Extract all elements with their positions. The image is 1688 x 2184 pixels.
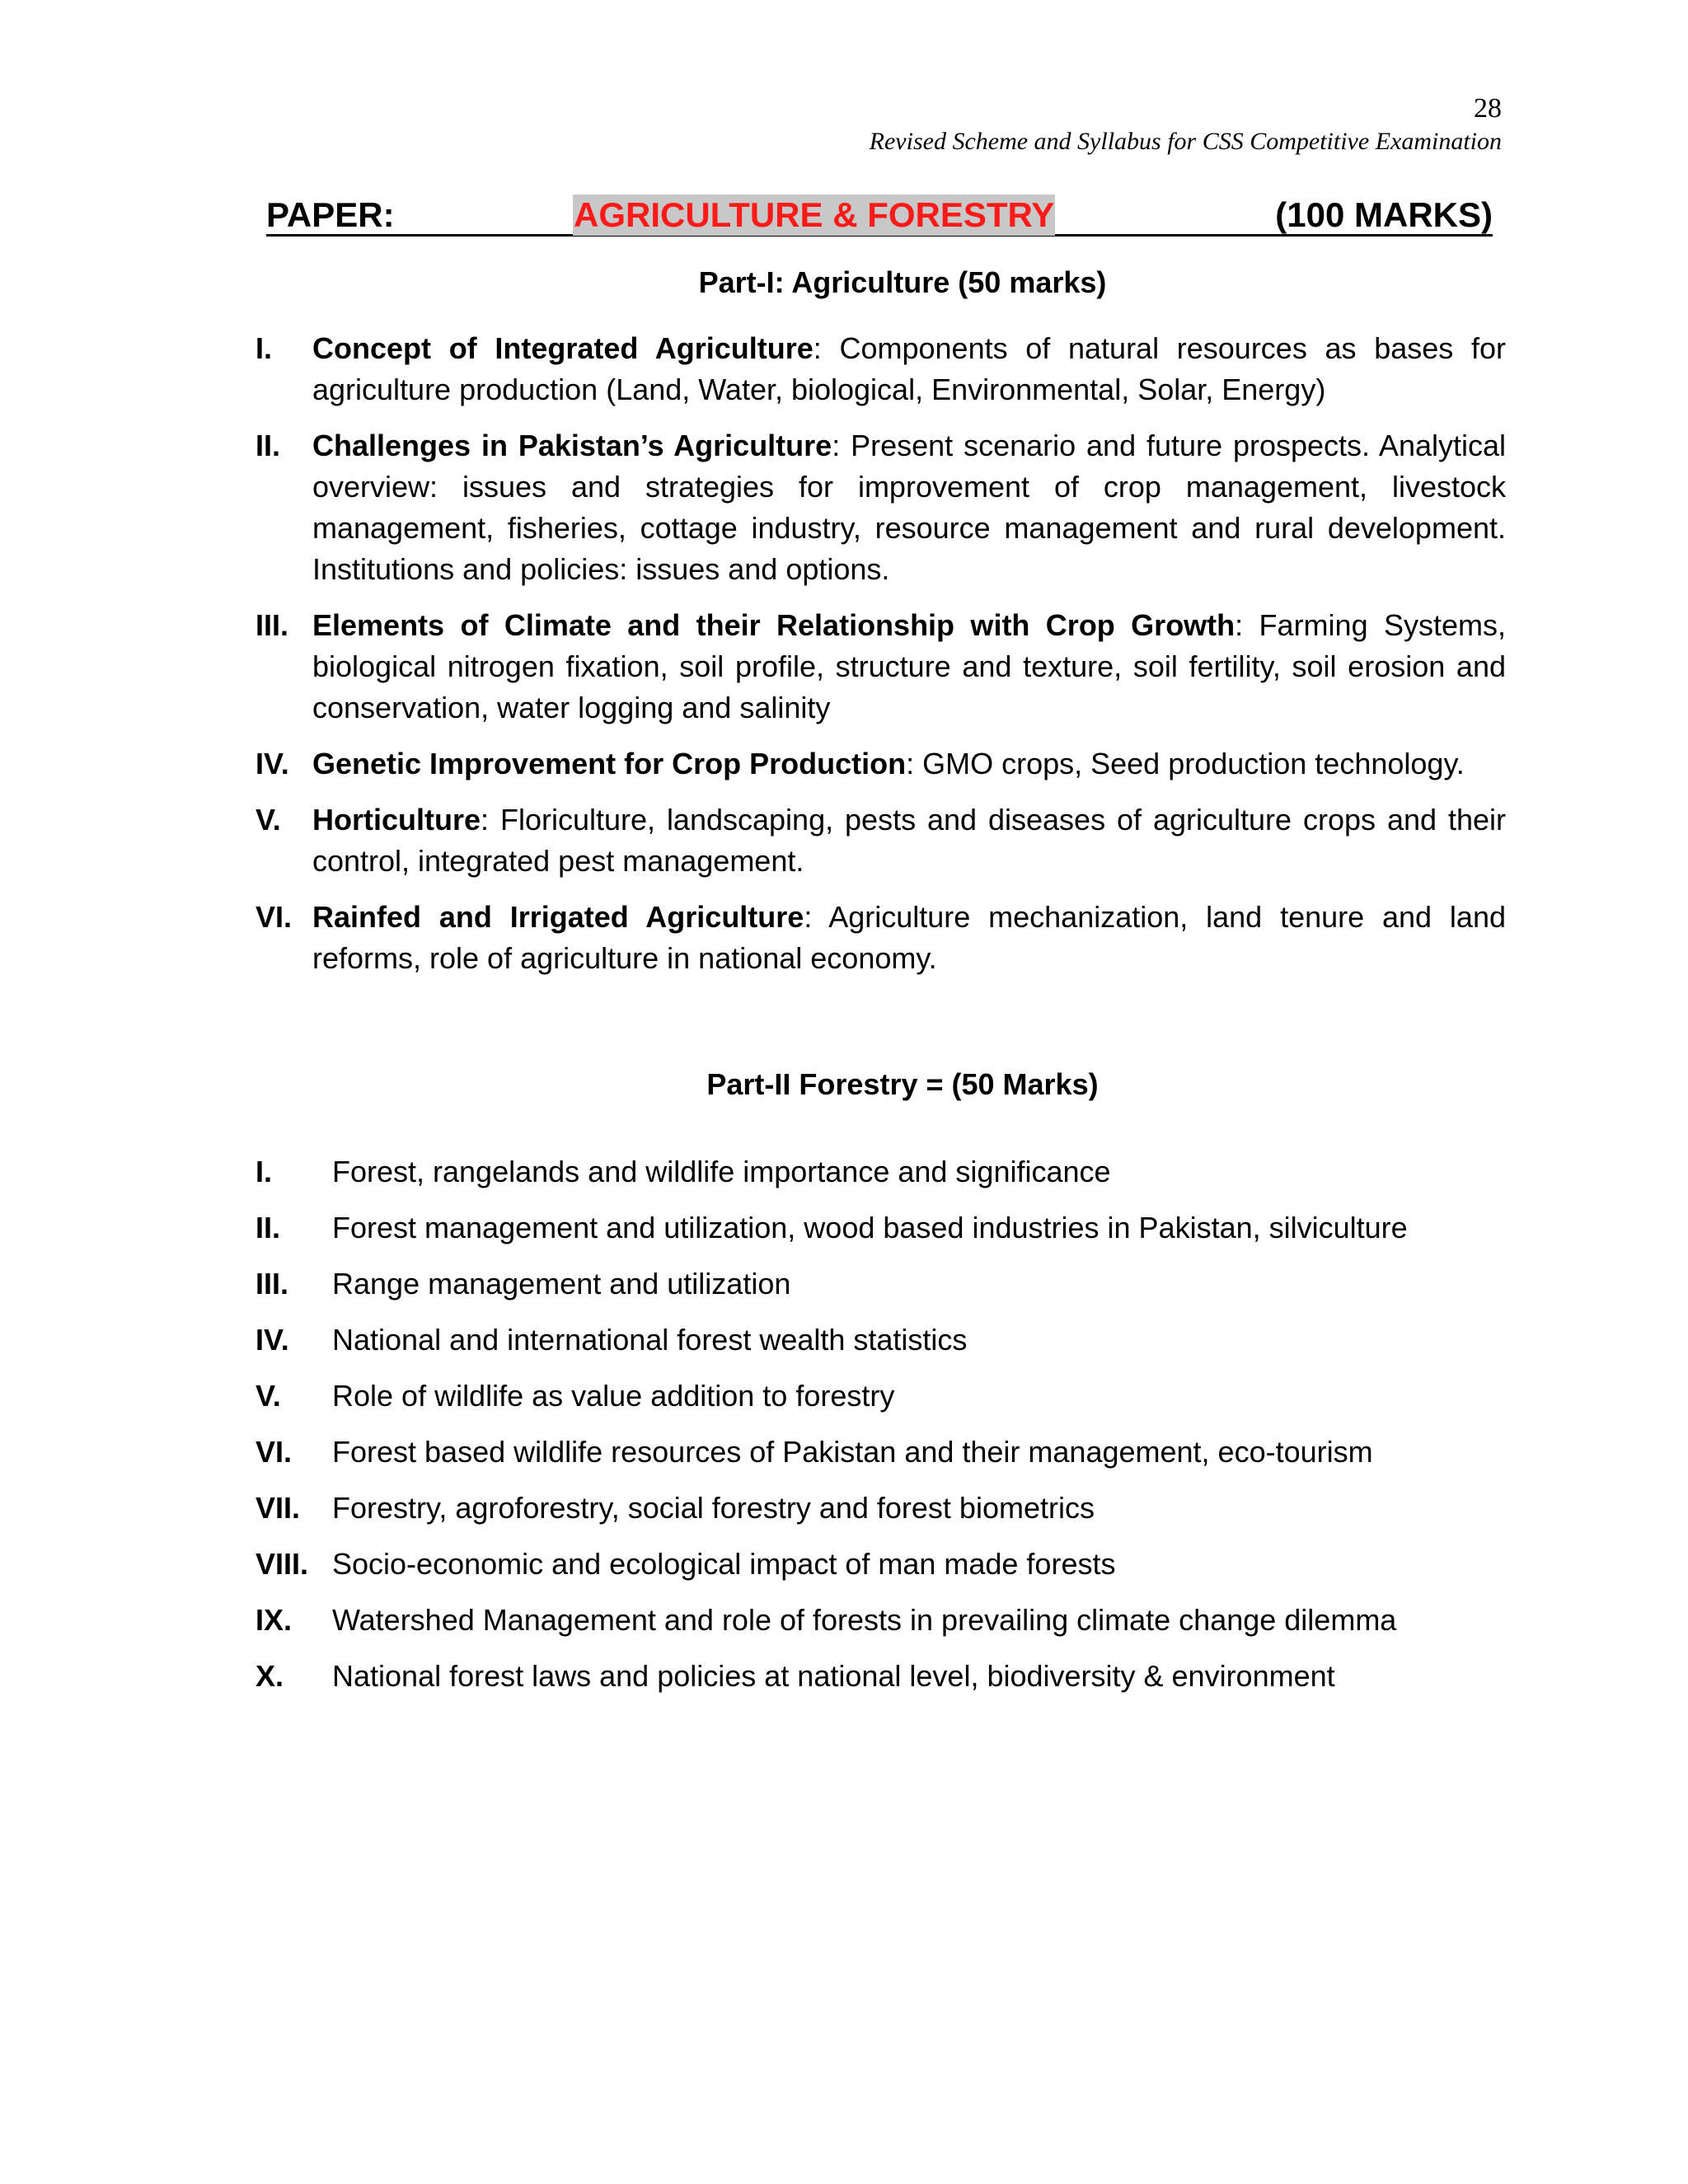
item-topic: Genetic Improvement for Crop Production bbox=[312, 747, 907, 780]
part2-item bbox=[256, 1207, 1574, 1263]
part1-item bbox=[256, 425, 1506, 590]
item-numeral: II. bbox=[256, 1211, 281, 1244]
item-numeral: IX. bbox=[256, 1603, 293, 1637]
part1-topic-list bbox=[256, 328, 1506, 994]
part2-item bbox=[256, 1151, 1574, 1207]
part1-heading: Part-I: Agriculture (50 marks) bbox=[698, 265, 1107, 299]
item-text: Forest, rangelands and wildlife importance and significance bbox=[332, 1155, 1111, 1188]
part2-item bbox=[256, 1432, 1574, 1488]
part1-item bbox=[256, 605, 1506, 729]
item-text: Range management and utilization bbox=[332, 1267, 791, 1301]
item-numeral: IV. bbox=[256, 1323, 289, 1357]
item-numeral: I. bbox=[256, 331, 273, 365]
item-text: National and international forest wealth statistics bbox=[332, 1323, 968, 1357]
item-numeral: VI. bbox=[256, 1435, 293, 1469]
item-numeral: VIII. bbox=[256, 1547, 309, 1581]
part1-item bbox=[256, 897, 1506, 979]
part2-item bbox=[256, 1488, 1574, 1544]
part1-item bbox=[256, 799, 1506, 882]
page-number: 28 bbox=[1474, 93, 1502, 124]
item-topic: Concept of Integrated Agriculture bbox=[312, 331, 814, 365]
part2-item bbox=[256, 1376, 1574, 1432]
item-text: Watershed Management and role of forests in prevailing climate change dilemma bbox=[332, 1603, 1397, 1637]
item-topic: Horticulture bbox=[312, 803, 481, 837]
paper-title-line bbox=[266, 191, 1493, 237]
item-description: : Floriculture, landscaping, pests and diseases of agriculture crops and their control, integrated pest management. bbox=[312, 803, 1506, 878]
item-text: Forest based wildlife resources of Pakistan and their management, eco-tourism bbox=[332, 1435, 1373, 1469]
item-numeral: V. bbox=[256, 1379, 281, 1413]
part1-item bbox=[256, 743, 1506, 785]
item-numeral: III. bbox=[256, 1267, 289, 1301]
part2-item bbox=[256, 1600, 1574, 1656]
item-text: Forest management and utilization, wood based industries in Pakistan, silviculture bbox=[332, 1211, 1408, 1244]
item-description: : GMO crops, Seed production technology. bbox=[906, 747, 1465, 780]
part2-item bbox=[256, 1263, 1574, 1319]
item-text: Socio-economic and ecological impact of man made forests bbox=[332, 1547, 1116, 1581]
item-numeral: I. bbox=[256, 1155, 273, 1188]
item-text: Role of wildlife as value addition to forestry bbox=[332, 1379, 895, 1413]
item-topic: Elements of Climate and their Relationship with Crop Growth bbox=[312, 608, 1236, 642]
part2-item bbox=[256, 1544, 1574, 1600]
item-numeral: VII. bbox=[256, 1491, 301, 1525]
part2-heading: Part-II Forestry = (50 Marks) bbox=[706, 1067, 1099, 1101]
item-numeral: VI. bbox=[256, 900, 293, 934]
item-numeral: V. bbox=[256, 803, 281, 837]
part1-item bbox=[256, 328, 1506, 410]
part2-topic-list bbox=[256, 1151, 1574, 1712]
paper-marks: (100 MARKS) bbox=[1275, 195, 1493, 234]
paper-title: AGRICULTURE & FORESTRY bbox=[574, 195, 1055, 234]
item-description: : Components of natural resources as bases for agriculture production (Land, Water, biological, Environmental, Solar, Energy) bbox=[312, 331, 1507, 406]
item-numeral: II. bbox=[256, 429, 281, 462]
item-numeral: X. bbox=[256, 1659, 284, 1693]
item-topic: Rainfed and Irrigated Agriculture bbox=[312, 900, 804, 934]
item-numeral: IV. bbox=[256, 747, 289, 780]
item-description: : Agriculture mechanization, land tenure and land reforms, role of agriculture in national economy. bbox=[312, 900, 1506, 975]
item-description: : Farming Systems, biological nitrogen fixation, soil profile, structure and texture, soil fertility, soil erosion and conservation, water logging and salinity bbox=[312, 608, 1507, 724]
running-header: Revised Scheme and Syllabus for CSS Competitive Examination bbox=[869, 128, 1502, 155]
part2-item bbox=[256, 1656, 1574, 1712]
paper-label: PAPER: bbox=[266, 195, 395, 234]
item-topic: Challenges in Pakistan’s Agriculture bbox=[312, 429, 832, 462]
item-text: Forestry, agroforestry, social forestry and forest biometrics bbox=[332, 1491, 1095, 1525]
item-numeral: III. bbox=[256, 608, 289, 642]
item-text: National forest laws and policies at national level, biodiversity & environment bbox=[332, 1659, 1335, 1693]
part2-item bbox=[256, 1319, 1574, 1376]
item-description: : Present scenario and future prospects. Analytical overview: issues and strategies for improvement of crop management, livestock management, fisheries, cottage industry, resource management and rural development. Institutions and policies: issues and options. bbox=[312, 429, 1507, 586]
